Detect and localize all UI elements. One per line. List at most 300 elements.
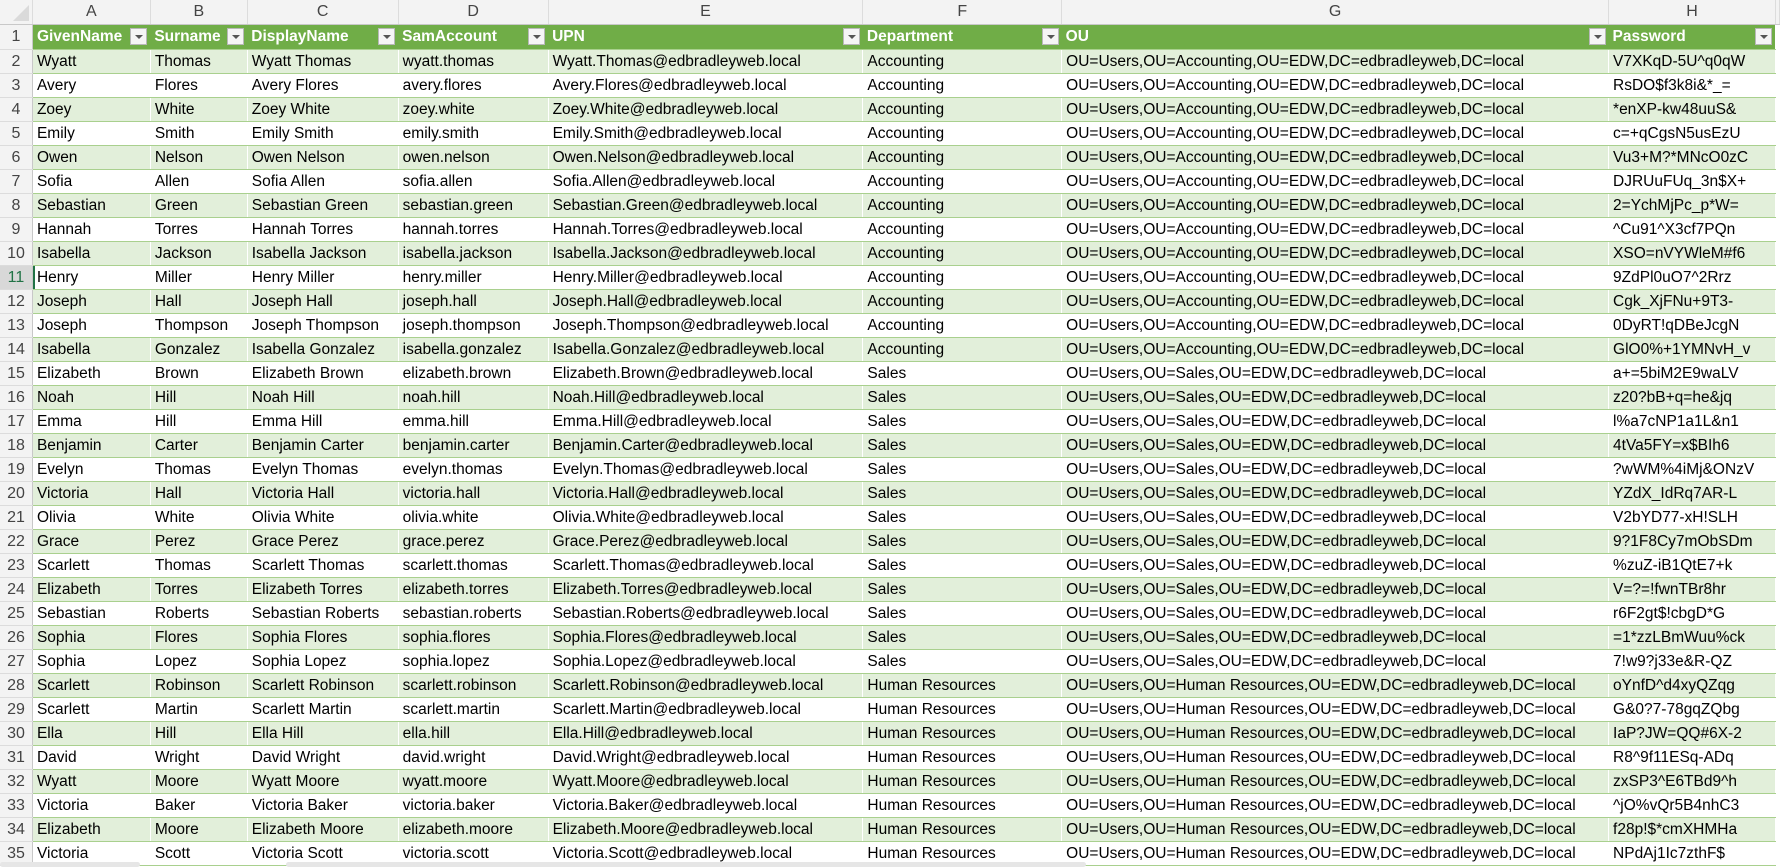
cell-surname[interactable]: Carter <box>150 434 247 458</box>
cell-ou[interactable]: OU=Users,OU=Accounting,OU=EDW,DC=edbradleyweb,DC=local <box>1062 170 1609 194</box>
cell-ou[interactable]: OU=Users,OU=Human Resources,OU=EDW,DC=edbradleyweb,DC=local <box>1062 842 1609 866</box>
cell-department[interactable]: Human Resources <box>863 842 1062 866</box>
row-header[interactable]: 19 <box>0 458 32 482</box>
cell-displayname[interactable]: Scarlett Thomas <box>247 554 398 578</box>
row-header[interactable]: 34 <box>0 818 32 842</box>
cell-samaccount[interactable]: hannah.torres <box>398 218 548 242</box>
cell-surname[interactable]: Green <box>150 194 247 218</box>
cell-password[interactable]: zxSP3^E6TBd9^h <box>1609 770 1776 794</box>
cell-password[interactable]: YZdX_IdRq7AR-L <box>1609 482 1776 506</box>
cell-displayname[interactable]: Sofia Allen <box>247 170 398 194</box>
cell-department[interactable]: Human Resources <box>863 674 1062 698</box>
cell-displayname[interactable]: Avery Flores <box>247 74 398 98</box>
row-header[interactable]: 8 <box>0 194 32 218</box>
cell-ou[interactable]: OU=Users,OU=Accounting,OU=EDW,DC=edbradleyweb,DC=local <box>1062 290 1609 314</box>
cell-password[interactable]: IaP?JW=QQ#6X-2 <box>1609 722 1776 746</box>
cell-department[interactable]: Accounting <box>863 314 1062 338</box>
cell-ou[interactable]: OU=Users,OU=Accounting,OU=EDW,DC=edbradleyweb,DC=local <box>1062 314 1609 338</box>
cell-samaccount[interactable]: sebastian.green <box>398 194 548 218</box>
cell-password[interactable]: Vu3+M?*MNcO0zC <box>1609 146 1776 170</box>
cell-surname[interactable]: Jackson <box>150 242 247 266</box>
cell-password[interactable]: RsDO$f3k8i&*_= <box>1609 74 1776 98</box>
cell-surname[interactable]: Hill <box>150 722 247 746</box>
cell-givenname[interactable]: Sofia <box>32 170 150 194</box>
cell-upn[interactable]: Wyatt.Thomas@edbradleyweb.local <box>548 50 863 74</box>
cell-surname[interactable]: Allen <box>150 170 247 194</box>
cell-surname[interactable]: Thompson <box>150 314 247 338</box>
cell-upn[interactable]: Scarlett.Thomas@edbradleyweb.local <box>548 554 863 578</box>
cell-upn[interactable]: Hannah.Torres@edbradleyweb.local <box>548 218 863 242</box>
cell-givenname[interactable]: Scarlett <box>32 554 150 578</box>
row-header[interactable]: 29 <box>0 698 32 722</box>
cell-password[interactable]: R8^9f11ESq-ADq <box>1609 746 1776 770</box>
cell-samaccount[interactable]: emma.hill <box>398 410 548 434</box>
cell-surname[interactable]: Moore <box>150 770 247 794</box>
cell-department[interactable]: Sales <box>863 410 1062 434</box>
cell-displayname[interactable]: Scarlett Martin <box>247 698 398 722</box>
cell-ou[interactable]: OU=Users,OU=Accounting,OU=EDW,DC=edbradleyweb,DC=local <box>1062 338 1609 362</box>
cell-ou[interactable]: OU=Users,OU=Accounting,OU=EDW,DC=edbradleyweb,DC=local <box>1062 122 1609 146</box>
row-header[interactable]: 6 <box>0 146 32 170</box>
cell-password[interactable]: GlO0%+1YMNvH_v <box>1609 338 1776 362</box>
cell-givenname[interactable]: Victoria <box>32 482 150 506</box>
select-all-button[interactable] <box>0 0 32 25</box>
row-header[interactable]: 23 <box>0 554 32 578</box>
cell-ou[interactable]: OU=Users,OU=Sales,OU=EDW,DC=edbradleyweb,DC=local <box>1062 506 1609 530</box>
cell-password[interactable]: V7XKqD-5U^q0qW <box>1609 50 1776 74</box>
cell-department[interactable]: Accounting <box>863 146 1062 170</box>
cell-samaccount[interactable]: ella.hill <box>398 722 548 746</box>
cell-surname[interactable]: Gonzalez <box>150 338 247 362</box>
cell-displayname[interactable]: Emma Hill <box>247 410 398 434</box>
cell-surname[interactable]: Hill <box>150 410 247 434</box>
cell-ou[interactable]: OU=Users,OU=Accounting,OU=EDW,DC=edbradleyweb,DC=local <box>1062 242 1609 266</box>
column-header-f[interactable]: F <box>863 0 1062 25</box>
cell-department[interactable]: Accounting <box>863 74 1062 98</box>
cell-password[interactable]: ^Cu91^X3cf7PQn <box>1609 218 1776 242</box>
row-header[interactable]: 26 <box>0 626 32 650</box>
row-header[interactable]: 10 <box>0 242 32 266</box>
cell-ou[interactable]: OU=Users,OU=Sales,OU=EDW,DC=edbradleyweb,DC=local <box>1062 362 1609 386</box>
cell-password[interactable]: a+=5biM2E9waLV <box>1609 362 1776 386</box>
cell-displayname[interactable]: Wyatt Thomas <box>247 50 398 74</box>
cell-displayname[interactable]: Isabella Jackson <box>247 242 398 266</box>
cell-password[interactable]: 2=YchMjPc_p*W= <box>1609 194 1776 218</box>
cell-displayname[interactable]: David Wright <box>247 746 398 770</box>
cell-displayname[interactable]: Sophia Flores <box>247 626 398 650</box>
cell-givenname[interactable]: Wyatt <box>32 770 150 794</box>
cell-department[interactable]: Sales <box>863 458 1062 482</box>
row-header[interactable]: 9 <box>0 218 32 242</box>
row-header[interactable]: 31 <box>0 746 32 770</box>
cell-samaccount[interactable]: scarlett.thomas <box>398 554 548 578</box>
cell-upn[interactable]: Henry.Miller@edbradleyweb.local <box>548 266 863 290</box>
cell-samaccount[interactable]: scarlett.robinson <box>398 674 548 698</box>
row-header[interactable]: 1 <box>0 25 32 50</box>
cell-samaccount[interactable]: elizabeth.torres <box>398 578 548 602</box>
cell-samaccount[interactable]: evelyn.thomas <box>398 458 548 482</box>
cell-password[interactable]: l%a7cNP1a1L&n1 <box>1609 410 1776 434</box>
cell-samaccount[interactable]: victoria.hall <box>398 482 548 506</box>
cell-surname[interactable]: White <box>150 98 247 122</box>
row-header[interactable]: 22 <box>0 530 32 554</box>
cell-department[interactable]: Accounting <box>863 170 1062 194</box>
header-cell-samaccount[interactable] <box>398 25 548 50</box>
cell-upn[interactable]: Victoria.Hall@edbradleyweb.local <box>548 482 863 506</box>
cell-surname[interactable]: Hall <box>150 482 247 506</box>
cell-givenname[interactable]: Emma <box>32 410 150 434</box>
cell-upn[interactable]: Ella.Hill@edbradleyweb.local <box>548 722 863 746</box>
cell-ou[interactable]: OU=Users,OU=Sales,OU=EDW,DC=edbradleyweb,DC=local <box>1062 482 1609 506</box>
cell-givenname[interactable]: Isabella <box>32 242 150 266</box>
row-header[interactable]: 27 <box>0 650 32 674</box>
cell-password[interactable]: XSO=nVYWleM#f6 <box>1609 242 1776 266</box>
header-cell-displayname[interactable] <box>247 25 398 50</box>
cell-samaccount[interactable]: noah.hill <box>398 386 548 410</box>
cell-department[interactable]: Sales <box>863 482 1062 506</box>
row-header[interactable]: 21 <box>0 506 32 530</box>
filter-dropdown-icon[interactable] <box>1589 28 1606 45</box>
cell-givenname[interactable]: Zoey <box>32 98 150 122</box>
cell-department[interactable]: Human Resources <box>863 794 1062 818</box>
cell-surname[interactable]: Miller <box>150 266 247 290</box>
cell-surname[interactable]: White <box>150 506 247 530</box>
cell-givenname[interactable]: Elizabeth <box>32 578 150 602</box>
cell-displayname[interactable]: Victoria Scott <box>247 842 398 866</box>
row-header[interactable]: 16 <box>0 386 32 410</box>
cell-department[interactable]: Accounting <box>863 122 1062 146</box>
cell-surname[interactable]: Thomas <box>150 50 247 74</box>
filter-dropdown-icon[interactable] <box>528 28 545 45</box>
cell-displayname[interactable]: Elizabeth Brown <box>247 362 398 386</box>
cell-ou[interactable]: OU=Users,OU=Human Resources,OU=EDW,DC=edbradleyweb,DC=local <box>1062 746 1609 770</box>
cell-ou[interactable]: OU=Users,OU=Sales,OU=EDW,DC=edbradleyweb,DC=local <box>1062 434 1609 458</box>
cell-surname[interactable]: Moore <box>150 818 247 842</box>
cell-samaccount[interactable]: benjamin.carter <box>398 434 548 458</box>
horizontal-scrollbar[interactable] <box>286 862 1086 867</box>
cell-ou[interactable]: OU=Users,OU=Accounting,OU=EDW,DC=edbradleyweb,DC=local <box>1062 194 1609 218</box>
header-cell-surname[interactable] <box>150 25 247 50</box>
cell-ou[interactable]: OU=Users,OU=Sales,OU=EDW,DC=edbradleyweb,DC=local <box>1062 578 1609 602</box>
cell-upn[interactable]: Scarlett.Martin@edbradleyweb.local <box>548 698 863 722</box>
cell-password[interactable]: f28p!$*cmXHMHa <box>1609 818 1776 842</box>
cell-displayname[interactable]: Joseph Thompson <box>247 314 398 338</box>
cell-surname[interactable]: Hill <box>150 386 247 410</box>
cell-ou[interactable]: OU=Users,OU=Accounting,OU=EDW,DC=edbradleyweb,DC=local <box>1062 146 1609 170</box>
cell-givenname[interactable]: Elizabeth <box>32 362 150 386</box>
row-header[interactable]: 3 <box>0 74 32 98</box>
cell-department[interactable]: Accounting <box>863 290 1062 314</box>
cell-ou[interactable]: OU=Users,OU=Sales,OU=EDW,DC=edbradleyweb,DC=local <box>1062 626 1609 650</box>
row-header[interactable]: 13 <box>0 314 32 338</box>
row-header[interactable]: 20 <box>0 482 32 506</box>
cell-displayname[interactable]: Wyatt Moore <box>247 770 398 794</box>
cell-upn[interactable]: Benjamin.Carter@edbradleyweb.local <box>548 434 863 458</box>
cell-samaccount[interactable]: owen.nelson <box>398 146 548 170</box>
row-header[interactable]: 2 <box>0 50 32 74</box>
cell-upn[interactable]: Emily.Smith@edbradleyweb.local <box>548 122 863 146</box>
cell-givenname[interactable]: Victoria <box>32 842 150 866</box>
cell-surname[interactable]: Robinson <box>150 674 247 698</box>
cell-department[interactable]: Accounting <box>863 194 1062 218</box>
cell-surname[interactable]: Perez <box>150 530 247 554</box>
cell-department[interactable]: Sales <box>863 626 1062 650</box>
cell-surname[interactable]: Torres <box>150 578 247 602</box>
cell-upn[interactable]: Owen.Nelson@edbradleyweb.local <box>548 146 863 170</box>
cell-upn[interactable]: Sophia.Lopez@edbradleyweb.local <box>548 650 863 674</box>
row-header[interactable]: 33 <box>0 794 32 818</box>
cell-ou[interactable]: OU=Users,OU=Sales,OU=EDW,DC=edbradleyweb,DC=local <box>1062 602 1609 626</box>
cell-ou[interactable]: OU=Users,OU=Sales,OU=EDW,DC=edbradleyweb,DC=local <box>1062 650 1609 674</box>
cell-surname[interactable]: Thomas <box>150 458 247 482</box>
cell-samaccount[interactable]: elizabeth.brown <box>398 362 548 386</box>
row-header[interactable]: 28 <box>0 674 32 698</box>
cell-givenname[interactable]: Sophia <box>32 650 150 674</box>
row-header[interactable]: 7 <box>0 170 32 194</box>
cell-samaccount[interactable]: scarlett.martin <box>398 698 548 722</box>
cell-displayname[interactable]: Grace Perez <box>247 530 398 554</box>
cell-upn[interactable]: Victoria.Baker@edbradleyweb.local <box>548 794 863 818</box>
cell-department[interactable]: Sales <box>863 554 1062 578</box>
cell-samaccount[interactable]: avery.flores <box>398 74 548 98</box>
cell-department[interactable]: Accounting <box>863 98 1062 122</box>
cell-samaccount[interactable]: david.wright <box>398 746 548 770</box>
cell-samaccount[interactable]: wyatt.thomas <box>398 50 548 74</box>
cell-samaccount[interactable]: isabella.gonzalez <box>398 338 548 362</box>
column-header-g[interactable]: G <box>1062 0 1609 25</box>
row-header[interactable]: 14 <box>0 338 32 362</box>
cell-samaccount[interactable]: elizabeth.moore <box>398 818 548 842</box>
cell-department[interactable]: Sales <box>863 362 1062 386</box>
cell-password[interactable]: %zuZ-iB1QtE7+k <box>1609 554 1776 578</box>
column-header-e[interactable]: E <box>548 0 863 25</box>
cell-givenname[interactable]: Sebastian <box>32 602 150 626</box>
cell-displayname[interactable]: Owen Nelson <box>247 146 398 170</box>
cell-upn[interactable]: Joseph.Hall@edbradleyweb.local <box>548 290 863 314</box>
filter-dropdown-icon[interactable] <box>843 28 860 45</box>
row-header[interactable]: 18 <box>0 434 32 458</box>
cell-password[interactable]: DJRUuFUq_3n$X+ <box>1609 170 1776 194</box>
cell-upn[interactable]: Noah.Hill@edbradleyweb.local <box>548 386 863 410</box>
cell-department[interactable]: Human Resources <box>863 698 1062 722</box>
cell-password[interactable]: 4tVa5FY=x$BIh6 <box>1609 434 1776 458</box>
cell-givenname[interactable]: Isabella <box>32 338 150 362</box>
cell-ou[interactable]: OU=Users,OU=Human Resources,OU=EDW,DC=edbradleyweb,DC=local <box>1062 770 1609 794</box>
column-header-b[interactable]: B <box>150 0 247 25</box>
cell-surname[interactable]: Flores <box>150 74 247 98</box>
cell-displayname[interactable]: Zoey White <box>247 98 398 122</box>
cell-samaccount[interactable]: emily.smith <box>398 122 548 146</box>
cell-surname[interactable]: Hall <box>150 290 247 314</box>
cell-upn[interactable]: Sebastian.Roberts@edbradleyweb.local <box>548 602 863 626</box>
cell-upn[interactable]: Sofia.Allen@edbradleyweb.local <box>548 170 863 194</box>
filter-dropdown-icon[interactable] <box>378 28 395 45</box>
cell-surname[interactable]: Brown <box>150 362 247 386</box>
cell-surname[interactable]: Nelson <box>150 146 247 170</box>
cell-givenname[interactable]: Benjamin <box>32 434 150 458</box>
cell-givenname[interactable]: Sophia <box>32 626 150 650</box>
row-header[interactable]: 24 <box>0 578 32 602</box>
cell-samaccount[interactable]: grace.perez <box>398 530 548 554</box>
column-header-a[interactable]: A <box>32 0 150 25</box>
cell-upn[interactable]: Grace.Perez@edbradleyweb.local <box>548 530 863 554</box>
cell-displayname[interactable]: Henry Miller <box>247 266 398 290</box>
cell-givenname[interactable]: Noah <box>32 386 150 410</box>
sheet-tabs-scroll-area[interactable] <box>0 862 140 867</box>
row-header[interactable]: 25 <box>0 602 32 626</box>
cell-displayname[interactable]: Sebastian Green <box>247 194 398 218</box>
cell-department[interactable]: Sales <box>863 602 1062 626</box>
cell-department[interactable]: Sales <box>863 506 1062 530</box>
cell-upn[interactable]: Elizabeth.Brown@edbradleyweb.local <box>548 362 863 386</box>
cell-password[interactable]: 7!w9?j33e&R-QZ <box>1609 650 1776 674</box>
cell-upn[interactable]: Scarlett.Robinson@edbradleyweb.local <box>548 674 863 698</box>
cell-password[interactable]: NPdAj1Ic7zthF$ <box>1609 842 1776 866</box>
header-cell-password[interactable] <box>1609 25 1776 50</box>
row-header[interactable]: 15 <box>0 362 32 386</box>
cell-department[interactable]: Accounting <box>863 50 1062 74</box>
cell-displayname[interactable]: Ella Hill <box>247 722 398 746</box>
cell-department[interactable]: Accounting <box>863 218 1062 242</box>
cell-displayname[interactable]: Scarlett Robinson <box>247 674 398 698</box>
cell-password[interactable]: V2bYD77-xH!SLH <box>1609 506 1776 530</box>
cell-displayname[interactable]: Sophia Lopez <box>247 650 398 674</box>
cell-department[interactable]: Sales <box>863 578 1062 602</box>
cell-displayname[interactable]: Victoria Baker <box>247 794 398 818</box>
cell-givenname[interactable]: Hannah <box>32 218 150 242</box>
cell-upn[interactable]: Zoey.White@edbradleyweb.local <box>548 98 863 122</box>
filter-dropdown-icon[interactable] <box>1042 28 1059 45</box>
cell-samaccount[interactable]: isabella.jackson <box>398 242 548 266</box>
cell-ou[interactable]: OU=Users,OU=Human Resources,OU=EDW,DC=edbradleyweb,DC=local <box>1062 818 1609 842</box>
cell-givenname[interactable]: Victoria <box>32 794 150 818</box>
cell-displayname[interactable]: Sebastian Roberts <box>247 602 398 626</box>
cell-department[interactable]: Human Resources <box>863 722 1062 746</box>
cell-givenname[interactable]: Grace <box>32 530 150 554</box>
cell-samaccount[interactable]: wyatt.moore <box>398 770 548 794</box>
cell-upn[interactable]: Evelyn.Thomas@edbradleyweb.local <box>548 458 863 482</box>
cell-ou[interactable]: OU=Users,OU=Sales,OU=EDW,DC=edbradleyweb,DC=local <box>1062 458 1609 482</box>
filter-dropdown-icon[interactable] <box>1755 28 1772 45</box>
cell-samaccount[interactable]: henry.miller <box>398 266 548 290</box>
cell-givenname[interactable]: Olivia <box>32 506 150 530</box>
cell-ou[interactable]: OU=Users,OU=Sales,OU=EDW,DC=edbradleyweb,DC=local <box>1062 554 1609 578</box>
cell-ou[interactable]: OU=Users,OU=Sales,OU=EDW,DC=edbradleyweb,DC=local <box>1062 530 1609 554</box>
cell-ou[interactable]: OU=Users,OU=Human Resources,OU=EDW,DC=edbradleyweb,DC=local <box>1062 722 1609 746</box>
cell-givenname[interactable]: Sebastian <box>32 194 150 218</box>
row-header[interactable]: 17 <box>0 410 32 434</box>
header-cell-ou[interactable] <box>1062 25 1609 50</box>
cell-displayname[interactable]: Emily Smith <box>247 122 398 146</box>
header-cell-givenname[interactable] <box>32 25 150 50</box>
column-header-c[interactable]: C <box>247 0 398 25</box>
cell-samaccount[interactable]: sebastian.roberts <box>398 602 548 626</box>
cell-upn[interactable]: Joseph.Thompson@edbradleyweb.local <box>548 314 863 338</box>
cell-department[interactable]: Human Resources <box>863 746 1062 770</box>
cell-upn[interactable]: David.Wright@edbradleyweb.local <box>548 746 863 770</box>
cell-samaccount[interactable]: joseph.hall <box>398 290 548 314</box>
cell-ou[interactable]: OU=Users,OU=Human Resources,OU=EDW,DC=edbradleyweb,DC=local <box>1062 794 1609 818</box>
cell-givenname[interactable]: Ella <box>32 722 150 746</box>
cell-samaccount[interactable]: olivia.white <box>398 506 548 530</box>
cell-ou[interactable]: OU=Users,OU=Sales,OU=EDW,DC=edbradleyweb,DC=local <box>1062 410 1609 434</box>
cell-givenname[interactable]: Owen <box>32 146 150 170</box>
cell-samaccount[interactable]: sophia.lopez <box>398 650 548 674</box>
cell-givenname[interactable]: Scarlett <box>32 698 150 722</box>
cell-displayname[interactable]: Evelyn Thomas <box>247 458 398 482</box>
row-header[interactable]: 35 <box>0 842 32 866</box>
cell-department[interactable]: Accounting <box>863 338 1062 362</box>
cell-password[interactable]: V=?=!fwnTBr8hr <box>1609 578 1776 602</box>
cell-password[interactable]: *enXP-kw48uuS& <box>1609 98 1776 122</box>
cell-displayname[interactable]: Isabella Gonzalez <box>247 338 398 362</box>
cell-department[interactable]: Human Resources <box>863 770 1062 794</box>
cell-ou[interactable]: OU=Users,OU=Accounting,OU=EDW,DC=edbradleyweb,DC=local <box>1062 74 1609 98</box>
cell-upn[interactable]: Sebastian.Green@edbradleyweb.local <box>548 194 863 218</box>
cell-displayname[interactable]: Hannah Torres <box>247 218 398 242</box>
cell-password[interactable]: 9?1F8Cy7mObSDm <box>1609 530 1776 554</box>
row-header[interactable]: 4 <box>0 98 32 122</box>
cell-ou[interactable]: OU=Users,OU=Sales,OU=EDW,DC=edbradleyweb,DC=local <box>1062 386 1609 410</box>
cell-password[interactable]: r6F2gt$!cbgD*G <box>1609 602 1776 626</box>
cell-password[interactable]: z20?bB+q=he&jq <box>1609 386 1776 410</box>
cell-upn[interactable]: Victoria.Scott@edbradleyweb.local <box>548 842 863 866</box>
filter-dropdown-icon[interactable] <box>227 28 244 45</box>
cell-upn[interactable]: Emma.Hill@edbradleyweb.local <box>548 410 863 434</box>
cell-givenname[interactable]: Evelyn <box>32 458 150 482</box>
cell-surname[interactable]: Thomas <box>150 554 247 578</box>
column-header-d[interactable]: D <box>398 0 548 25</box>
cell-password[interactable]: c=+qCgsN5usEzU <box>1609 122 1776 146</box>
cell-ou[interactable]: OU=Users,OU=Accounting,OU=EDW,DC=edbradleyweb,DC=local <box>1062 266 1609 290</box>
cell-password[interactable]: 9ZdPl0uO7^2Rrz <box>1609 266 1776 290</box>
cell-surname[interactable]: Wright <box>150 746 247 770</box>
column-header-h[interactable]: H <box>1609 0 1776 25</box>
cell-surname[interactable]: Martin <box>150 698 247 722</box>
cell-givenname[interactable]: Wyatt <box>32 50 150 74</box>
row-header[interactable]: 30 <box>0 722 32 746</box>
cell-upn[interactable]: Olivia.White@edbradleyweb.local <box>548 506 863 530</box>
cell-displayname[interactable]: Benjamin Carter <box>247 434 398 458</box>
cell-givenname[interactable]: Scarlett <box>32 674 150 698</box>
cell-displayname[interactable]: Elizabeth Moore <box>247 818 398 842</box>
cell-displayname[interactable]: Elizabeth Torres <box>247 578 398 602</box>
cell-upn[interactable]: Wyatt.Moore@edbradleyweb.local <box>548 770 863 794</box>
cell-password[interactable]: 0DyRT!qDBeJcgN <box>1609 314 1776 338</box>
cell-upn[interactable]: Elizabeth.Moore@edbradleyweb.local <box>548 818 863 842</box>
cell-upn[interactable]: Isabella.Jackson@edbradleyweb.local <box>548 242 863 266</box>
cell-samaccount[interactable]: joseph.thompson <box>398 314 548 338</box>
header-cell-upn[interactable] <box>548 25 863 50</box>
cell-displayname[interactable]: Victoria Hall <box>247 482 398 506</box>
cell-password[interactable]: ^jO%vQr5B4nhC3 <box>1609 794 1776 818</box>
filter-dropdown-icon[interactable] <box>130 28 147 45</box>
cell-ou[interactable]: OU=Users,OU=Accounting,OU=EDW,DC=edbradleyweb,DC=local <box>1062 98 1609 122</box>
cell-surname[interactable]: Lopez <box>150 650 247 674</box>
row-header[interactable]: 5 <box>0 122 32 146</box>
cell-upn[interactable]: Avery.Flores@edbradleyweb.local <box>548 74 863 98</box>
cell-displayname[interactable]: Noah Hill <box>247 386 398 410</box>
cell-samaccount[interactable]: sofia.allen <box>398 170 548 194</box>
cell-upn[interactable]: Sophia.Flores@edbradleyweb.local <box>548 626 863 650</box>
cell-department[interactable]: Sales <box>863 530 1062 554</box>
cell-surname[interactable]: Torres <box>150 218 247 242</box>
row-header[interactable]: 12 <box>0 290 32 314</box>
cell-givenname[interactable]: Emily <box>32 122 150 146</box>
cell-password[interactable]: Cgk_XjFNu+9T3- <box>1609 290 1776 314</box>
cell-givenname[interactable]: Henry <box>32 266 150 290</box>
cell-samaccount[interactable]: victoria.scott <box>398 842 548 866</box>
